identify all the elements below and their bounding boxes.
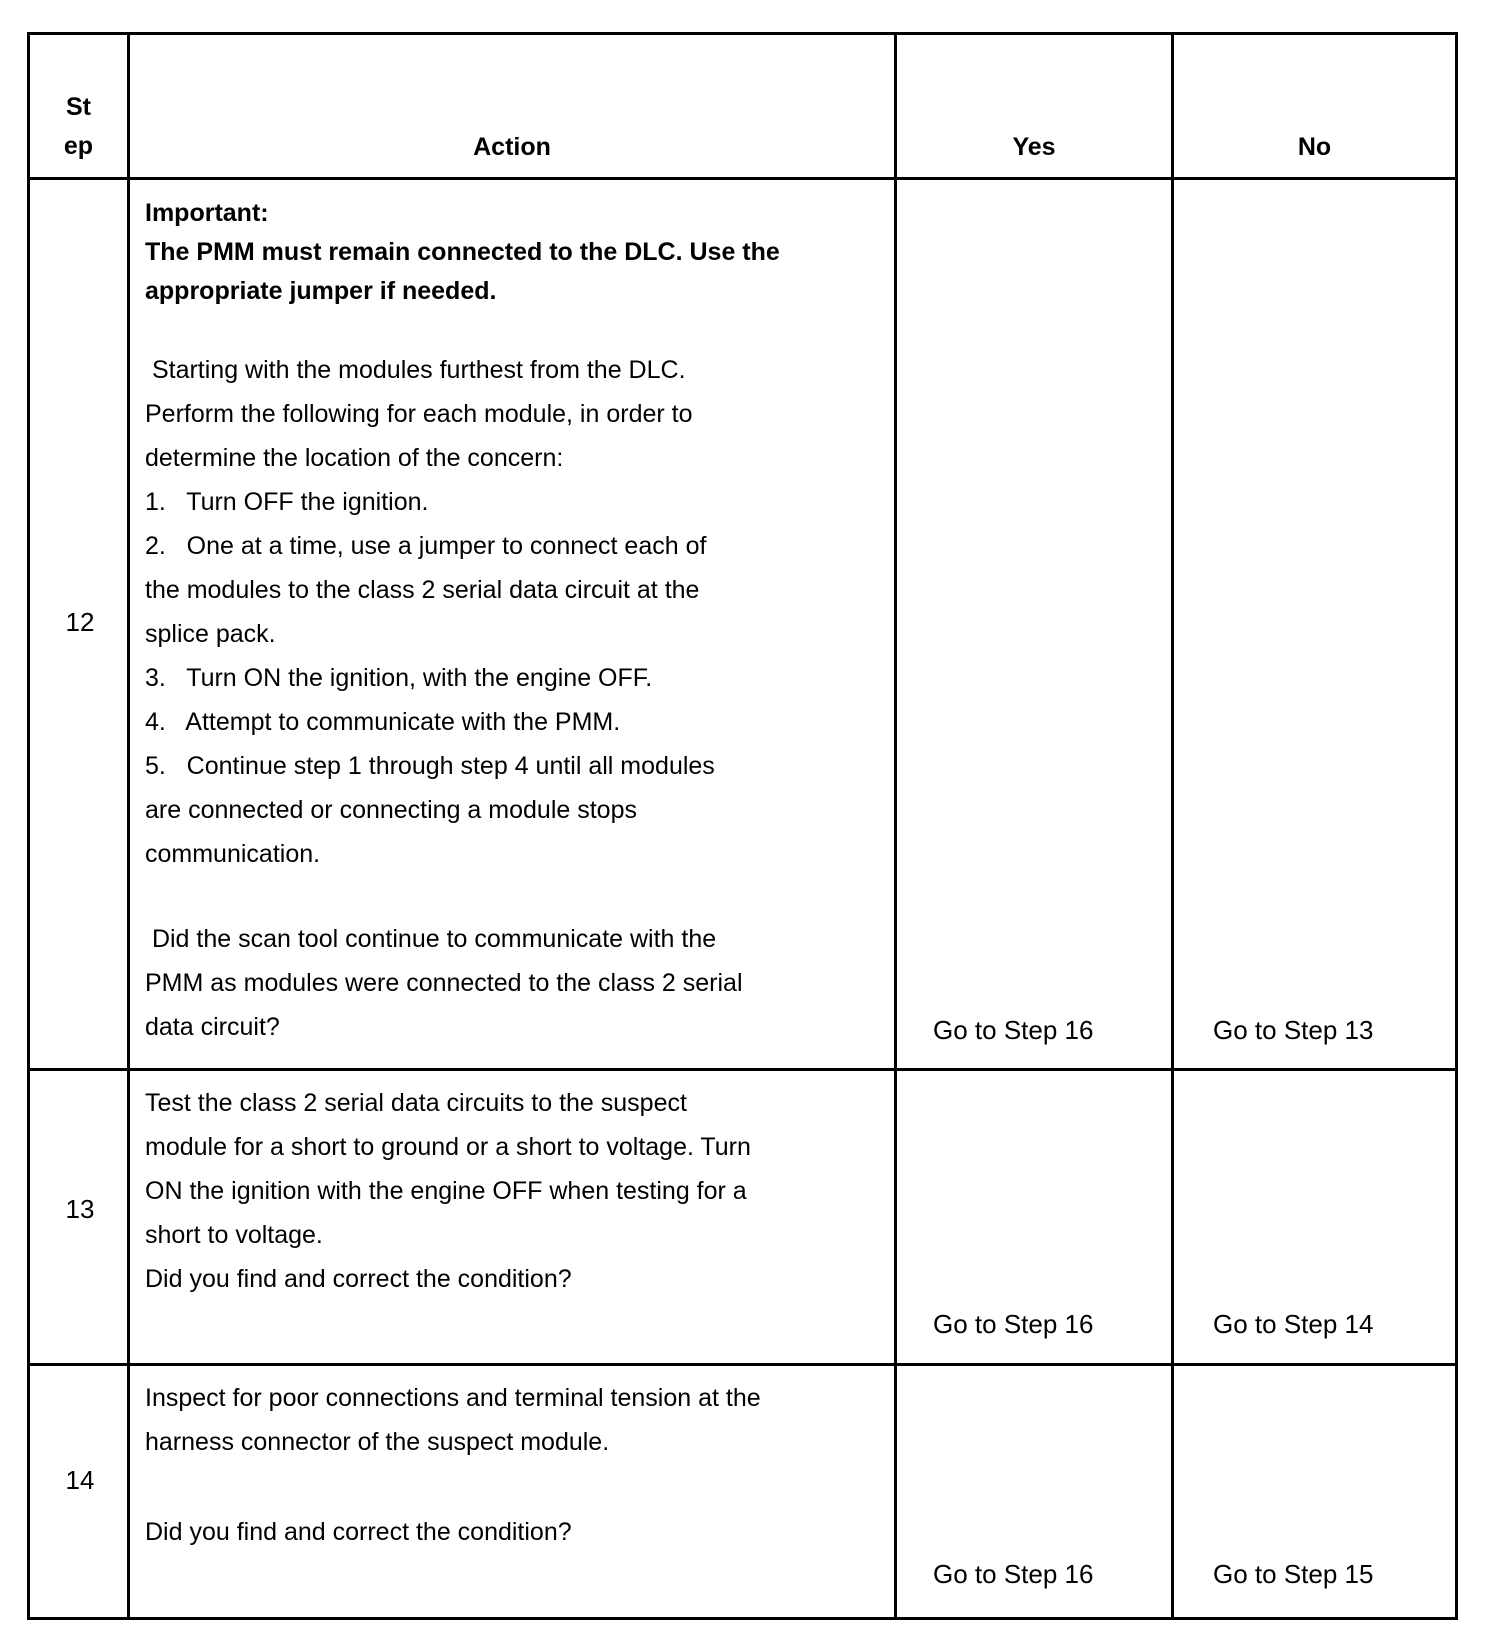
no-goto: Go to Step 13 bbox=[1213, 1015, 1374, 1045]
action-line: Test the class 2 serial data circuits to the suspect bbox=[145, 1089, 687, 1117]
question-line: Did you find and correct the condition? bbox=[145, 1265, 572, 1293]
header-yes: Yes bbox=[1012, 133, 1056, 161]
question-line: PMM as modules were connected to the class 2 serial bbox=[145, 969, 743, 997]
action-line: 1. Turn OFF the ignition. bbox=[145, 488, 429, 516]
step-12-action bbox=[145, 191, 780, 1049]
action-line: determine the location of the concern: bbox=[145, 444, 564, 472]
action-line: module for a short to ground or a short to voltage. Turn bbox=[145, 1133, 751, 1161]
yes-goto: Go to Step 16 bbox=[933, 1559, 1094, 1589]
row-divider bbox=[30, 1068, 1455, 1071]
row-divider bbox=[30, 177, 1455, 180]
yes-goto: Go to Step 16 bbox=[933, 1015, 1094, 1045]
action-line: splice pack. bbox=[145, 620, 276, 648]
important-label: Important: bbox=[145, 199, 269, 227]
diagnostic-table bbox=[27, 32, 1458, 1620]
header-step-line1: St bbox=[66, 93, 91, 121]
step-13-action bbox=[145, 1081, 751, 1301]
action-line: 2. One at a time, use a jumper to connect each of bbox=[145, 532, 707, 560]
action-line: 5. Continue step 1 through step 4 until all modules bbox=[145, 752, 715, 780]
question-line: Did the scan tool continue to communicate with the bbox=[145, 925, 717, 953]
row-divider bbox=[30, 1363, 1455, 1366]
action-line: ON the ignition with the engine OFF when testing for a bbox=[145, 1177, 747, 1205]
question-line: data circuit? bbox=[145, 1013, 280, 1041]
header-step bbox=[30, 87, 127, 165]
important-text: The PMM must remain connected to the DLC. Use the bbox=[145, 238, 780, 266]
step-14-action bbox=[145, 1376, 761, 1554]
yes-goto: Go to Step 16 bbox=[933, 1309, 1094, 1339]
step-number: 13 bbox=[65, 1194, 95, 1224]
column-divider bbox=[127, 35, 130, 1617]
action-line: Inspect for poor connections and terminal tension at the bbox=[145, 1384, 761, 1412]
action-line: 3. Turn ON the ignition, with the engine OFF. bbox=[145, 664, 653, 692]
action-line: the modules to the class 2 serial data circuit at the bbox=[145, 576, 700, 604]
action-line: communication. bbox=[145, 840, 321, 868]
no-goto: Go to Step 14 bbox=[1213, 1309, 1374, 1339]
action-line: Perform the following for each module, in order to bbox=[145, 400, 693, 428]
column-divider bbox=[894, 35, 897, 1617]
action-line: harness connector of the suspect module. bbox=[145, 1428, 610, 1456]
header-action: Action bbox=[473, 133, 551, 161]
step-number: 14 bbox=[65, 1465, 95, 1495]
header-step-line2: ep bbox=[63, 132, 94, 160]
action-line: are connected or connecting a module stops bbox=[145, 796, 637, 824]
important-text: appropriate jumper if needed. bbox=[145, 277, 497, 305]
action-line: 4. Attempt to communicate with the PMM. bbox=[145, 708, 621, 736]
no-goto: Go to Step 15 bbox=[1213, 1559, 1374, 1589]
column-divider bbox=[1171, 35, 1174, 1617]
action-line: Starting with the modules furthest from the DLC. bbox=[145, 356, 686, 384]
header-no: No bbox=[1297, 133, 1332, 161]
question-line: Did you find and correct the condition? bbox=[145, 1518, 572, 1546]
action-line: short to voltage. bbox=[145, 1221, 323, 1249]
step-number: 12 bbox=[65, 607, 95, 637]
